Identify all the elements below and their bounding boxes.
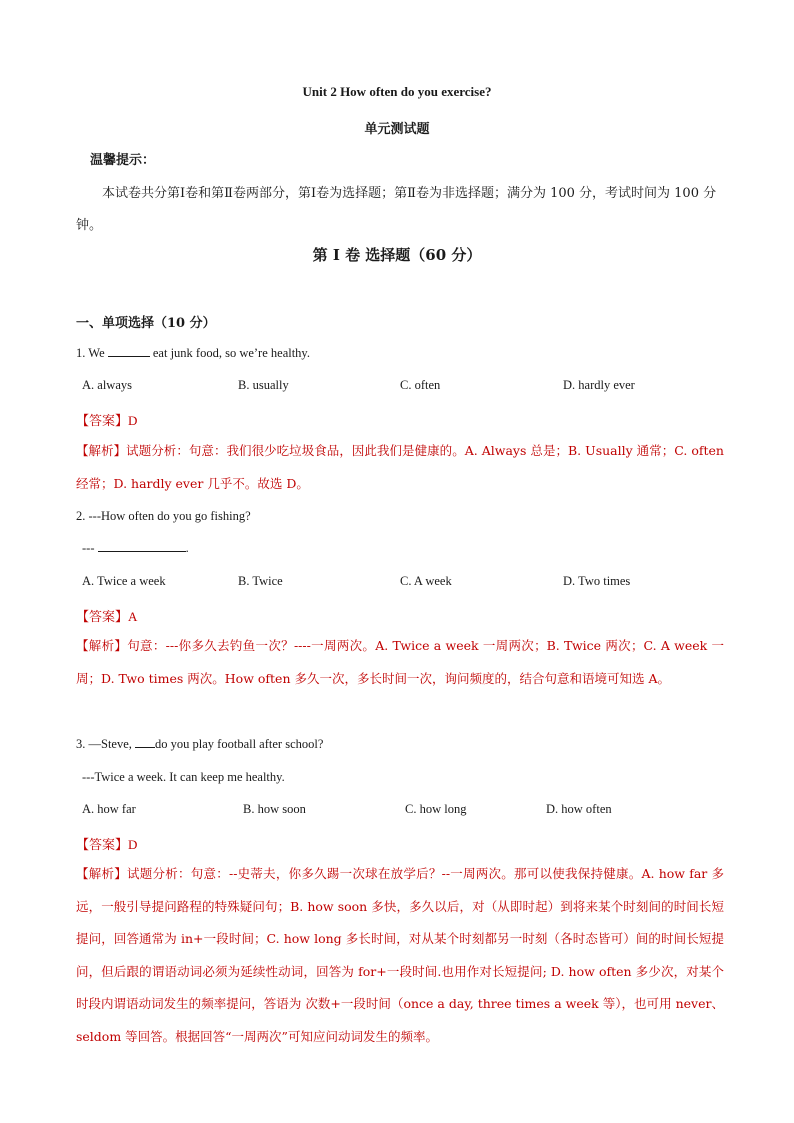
part-title: 一、单项选择（10 分）: [76, 316, 216, 331]
answer-value: A: [128, 609, 138, 624]
question-1-answer: [76, 410, 137, 429]
question-1-option-b: B. usually: [238, 378, 289, 392]
answer-label: 【答案】: [76, 838, 129, 853]
question-1-option-a: A. always: [82, 378, 132, 392]
explanation-label: 【解析】: [76, 866, 127, 881]
question-3-option-a: A. how far: [82, 802, 136, 816]
tip-body: 本试卷共分第Ⅰ卷和第Ⅱ卷两部分，第Ⅰ卷为选择题；第Ⅱ卷为非选择题；满分为 100 分，考试时间为 100 分钟。: [76, 186, 717, 233]
answer-label: 【答案】: [76, 610, 129, 625]
document-subtitle: 单元测试题: [364, 122, 430, 137]
question-1-stem-before: 1. We: [76, 346, 105, 360]
question-2-stem: 2. ---How often do you go fishing?: [76, 509, 251, 523]
question-1-explanation: [76, 435, 724, 500]
question-2-option-b: B. Twice: [238, 574, 283, 588]
document-title: Unit 2 How often do you exercise?: [302, 84, 492, 99]
answer-label: 【答案】: [76, 414, 129, 429]
reply-suffix: .: [185, 541, 189, 555]
question-3-reply: ---Twice a week. It can keep me healthy.: [82, 770, 285, 784]
explanation-text: 试题分析：句意：--史蒂夫，你多久踢一次球在放学后？--一周两次。那可以使我保持健康。A. how far 多远，一般引导提问路程的特殊疑问句；B. how soon 多快，多久以后，对（从即时起）到将来某个时刻间的时间长短提问，回答通常为 in+一段时间；C. how long 多长时间，对从某个时刻都另一时刻（各时态皆可）间的时间长短提问，但后跟的谓语动词必须为延续性动词，回答为 for+一段时间.也用作对长短提问; D. how often 多少次，对某个时段内谓语动词发生的频率提问，答语为 次数+一段时间（once a day, three times a week 等），也可用 never、seldom 等回答。根据回答“一周两次”可知应问动词发生的频率。: [76, 866, 724, 1044]
question-3-answer: [76, 834, 137, 853]
section-title: 第 I 卷 选择题（60 分）: [312, 246, 482, 264]
question-3-stem-after: do you play football after school?: [155, 737, 324, 751]
question-2-explanation: [76, 630, 724, 695]
question-1-option-c: C. often: [400, 378, 441, 392]
explanation-label: 【解析】: [76, 638, 128, 653]
question-3-explanation: [76, 858, 724, 1054]
question-1-option-d: D. hardly ever: [563, 378, 635, 392]
reply-prefix: ---: [82, 541, 95, 555]
question-1-stem: [76, 346, 310, 361]
explanation-label: 【解析】: [76, 443, 127, 458]
explanation-text: 句意：---你多久去钓鱼一次？----一周两次。A. Twice a week 一周两次；B. Twice 两次；C. A week 一周；D. Two times 两次。How often 多久一次，多长时间一次，询问频度的，结合句意和语境可知选 A。: [76, 638, 724, 686]
question-2-answer: [76, 606, 137, 625]
answer-value: D: [128, 413, 138, 428]
question-2-reply: [82, 541, 189, 556]
explanation-text: 试题分析：句意：我们很少吃垃圾食品，因此我们是健康的。A. Always 总是；B. Usually 通常；C. often 经常；D. hardly ever 几乎不。故选 D。: [76, 443, 724, 491]
question-3-option-b: B. how soon: [243, 802, 306, 816]
question-3-stem: [76, 737, 323, 752]
question-3-option-c: C. how long: [405, 802, 467, 816]
question-2-option-a: A. Twice a week: [82, 574, 166, 588]
tip-label: 温馨提示：: [90, 153, 156, 168]
question-3-stem-before: 3. —Steve,: [76, 737, 132, 751]
question-3-option-d: D. how often: [546, 802, 612, 816]
question-1-stem-after: eat junk food, so we’re healthy.: [152, 346, 310, 360]
question-2-option-c: C. A week: [400, 574, 452, 588]
answer-blank: [135, 746, 155, 748]
answer-value: D: [128, 837, 138, 852]
answer-blank: [108, 355, 150, 357]
question-2-option-d: D. Two times: [563, 574, 631, 588]
answer-blank: [98, 550, 186, 552]
